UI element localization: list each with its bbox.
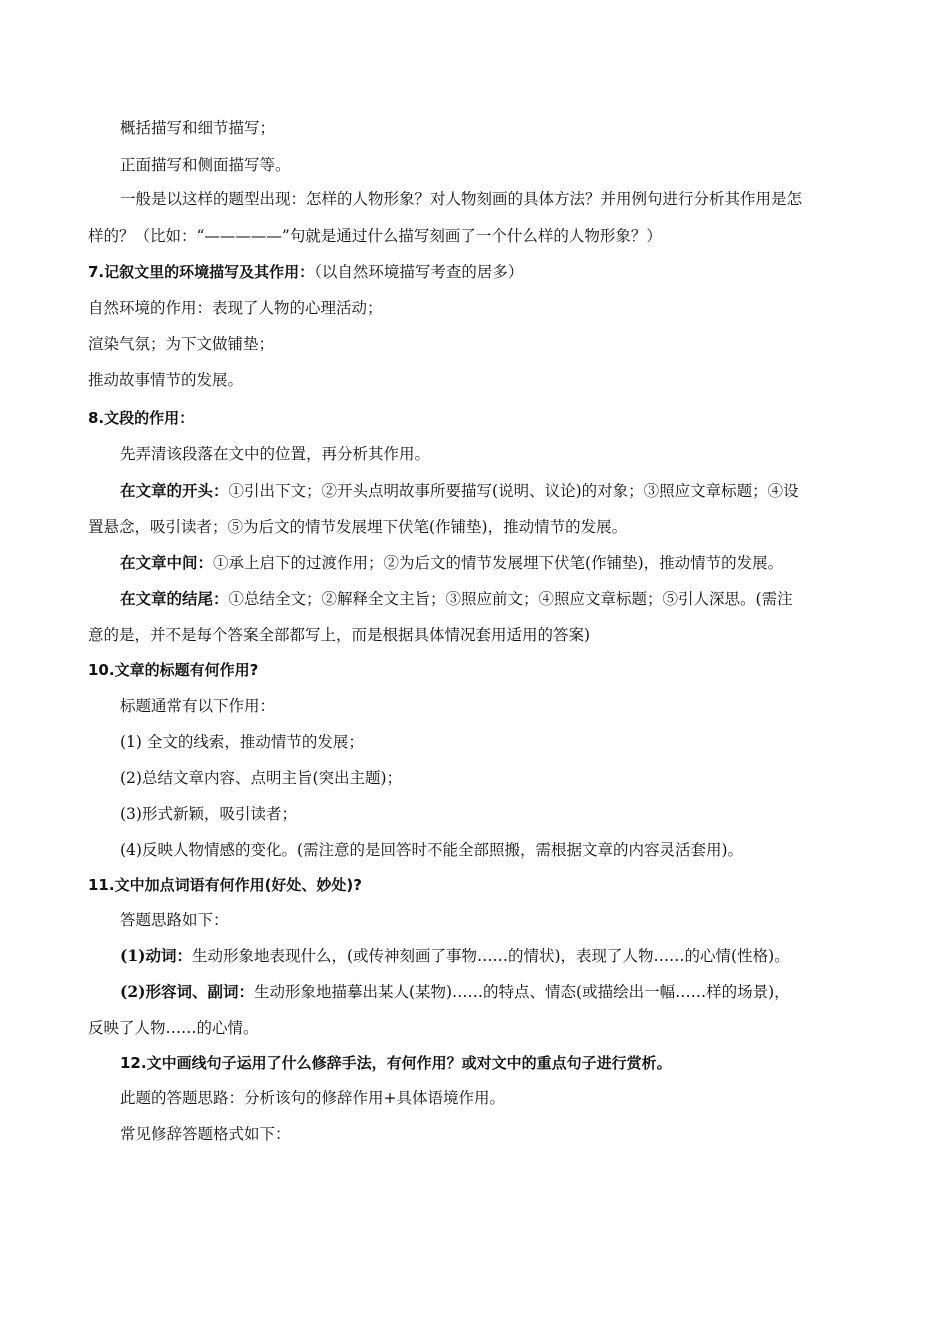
section-11-adjective-text: 生动形象地描摹出某人(某物)……的特点、情态(或描绘出一幅……样的场景)， <box>253 983 790 1001</box>
section-10-item-1: (1) 全文的线索，推动情节的发展； <box>120 733 364 751</box>
section-10-title: 10.文章的标题有何作用? <box>88 661 259 679</box>
section-10-item-2: (2)总结文章内容、点明主旨(突出主题)； <box>120 769 403 787</box>
paragraph-question-form-line2: 样的？（比如：“—————”句就是通过什么描写刻画了一个什么样的人物形象？） <box>88 227 662 245</box>
section-7-line1: 自然环境的作用：表现了人物的心理活动； <box>88 299 383 317</box>
section-10-item-3: (3)形式新颖，吸引读者； <box>120 805 297 823</box>
paragraph-summary-detail: 概括描写和细节描写； <box>120 119 276 137</box>
section-8-middle-label: 在文章中间： <box>120 553 214 572</box>
section-12-line2: 常见修辞答题格式如下： <box>120 1125 291 1143</box>
section-8-middle-text: ①承上启下的过渡作用；②为后文的情节发展埋下伏笔(作铺垫)，推动情节的发展。 <box>213 554 784 572</box>
section-8-beginning-text: ①引出下文；②开头点明故事所要描写(说明、议论)的对象；③照应文章标题；④设 <box>228 482 799 500</box>
section-8-ending-line2: 意的是，并不是每个答案全部都写上，而是根据具体情况套用适用的答案) <box>88 626 591 644</box>
section-12-title: 12.文中画线句子运用了什么修辞手法，有何作用？或对文中的重点句子进行赏析。 <box>120 1054 672 1072</box>
section-10-intro: 标题通常有以下作用： <box>120 697 276 715</box>
section-8-ending-label: 在文章的结尾： <box>120 589 229 608</box>
section-8-beginning-label: 在文章的开头： <box>120 481 229 500</box>
section-11-intro: 答题思路如下： <box>120 911 229 929</box>
paragraph-direct-indirect: 正面描写和侧面描写等。 <box>120 156 291 174</box>
section-12-line1: 此题的答题思路：分析该句的修辞作用+具体语境作用。 <box>120 1089 505 1107</box>
paragraph-question-form-line1: 一般是以这样的题型出现：怎样的人物形象？对人物刻画的具体方法？并用例句进行分析其作用是怎 <box>120 190 803 208</box>
section-8-ending-line1 <box>120 589 793 609</box>
section-11-verb-label: (1)动词： <box>120 946 192 965</box>
section-8-ending-text: ①总结全文；②解释全文主旨；③照应前文；④照应文章标题；⑤引人深思。(需注 <box>228 590 793 608</box>
section-7-line3: 推动故事情节的发展。 <box>88 371 244 389</box>
section-7-title: 7.记叙文里的环境描写及其作用： <box>88 263 315 281</box>
section-11-adjective-line2: 反映了人物……的心情。 <box>88 1019 259 1037</box>
section-8-title: 8.文段的作用： <box>88 409 195 427</box>
section-11-title: 11.文中加点词语有何作用(好处、妙处)? <box>88 876 362 894</box>
section-8-beginning-line1 <box>120 481 799 501</box>
section-8-middle <box>120 553 783 573</box>
section-11-verb <box>120 946 790 966</box>
section-10-item-4: (4)反映人物情感的变化。(需注意的是回答时不能全部照搬，需根据文章的内容灵活套用)。 <box>120 841 744 859</box>
section-7-heading <box>88 262 523 282</box>
section-8-beginning-line2: 置悬念，吸引读者；⑤为后文的情节发展埋下伏笔(作铺垫)，推动情节的发展。 <box>88 518 628 536</box>
section-11-adjective-label: (2)形容词、副词： <box>120 982 254 1001</box>
section-11-verb-text: 生动形象地表现什么，(或传神刻画了事物……的情状)，表现了人物……的心情(性格)。 <box>191 947 790 965</box>
section-7-line2: 渲染气氛；为下文做铺垫； <box>88 335 275 353</box>
section-7-note: （以自然环境描写考查的居多） <box>314 263 524 281</box>
section-11-adjective-line1 <box>120 982 790 1002</box>
section-8-intro: 先弄清该段落在文中的位置，再分析其作用。 <box>120 445 431 463</box>
